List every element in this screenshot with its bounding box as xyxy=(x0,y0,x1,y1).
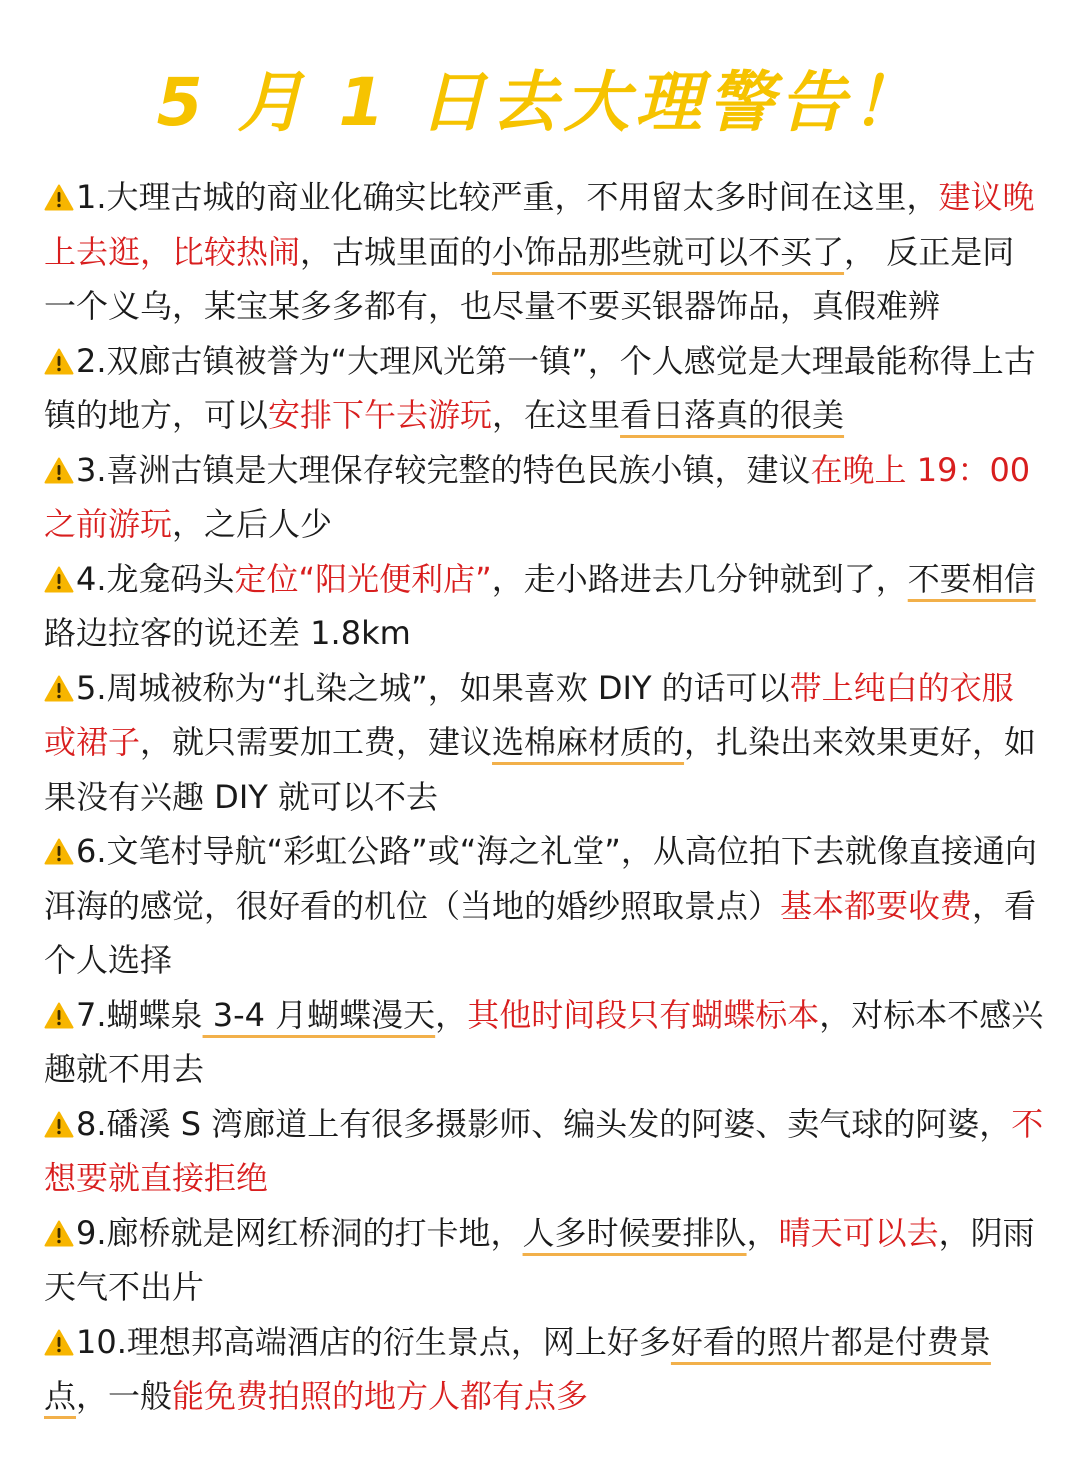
item-highlight-red: 能免费拍照的地方人都有点多 xyxy=(172,1377,589,1415)
list-item xyxy=(44,170,1044,334)
item-highlight-underline: 不要相信 xyxy=(907,559,1036,598)
item-text: 路边拉客的说还差 1.8km xyxy=(44,614,411,652)
item-text: ，一般 xyxy=(76,1377,173,1415)
list-item xyxy=(44,443,1044,552)
warning-icon xyxy=(44,566,74,593)
item-highlight-red: 基本都要收费 xyxy=(780,886,973,925)
item-text: ，古城里面的 xyxy=(300,232,493,271)
item-text: ，在这里 xyxy=(492,396,621,434)
warning-icon xyxy=(44,457,74,484)
list-item xyxy=(44,1315,1044,1424)
warning-icon xyxy=(44,1002,74,1029)
item-text: 1.大理古城的商业化确实比较严重，不用留太多时间在这里， xyxy=(76,178,939,216)
item-text: 5.周城被称为“扎染之城”，如果喜欢 DIY 的话可以 xyxy=(76,668,790,707)
tips-list xyxy=(44,170,1044,1424)
item-highlight-red: 在晚上 19：00 之前游玩 xyxy=(44,450,1031,543)
item-text: 6.文笔村导航“彩虹公路”或“海之礼堂”，从高位拍下去就像直接通向洱海的感觉，很好看的机位（当地的婚纱照取景点） xyxy=(44,832,1037,925)
item-highlight-red: 建议晚上去逛，比较热闹 xyxy=(44,178,1035,271)
warning-icon xyxy=(44,1111,74,1138)
warning-icon xyxy=(44,1220,74,1247)
item-text: ， 反正是同一个义乌，某宝某多多都有，也尽量不要买银器饰品，真假难辨 xyxy=(44,232,1015,325)
item-text: ，对标本不感兴趣就不用去 xyxy=(44,995,1044,1088)
list-item xyxy=(44,552,1044,661)
item-highlight-red: 不想要就直接拒绝 xyxy=(44,1104,1044,1197)
warning-icon xyxy=(44,348,74,375)
warning-icon xyxy=(44,675,74,702)
item-text: 4.龙龛码头 xyxy=(76,559,235,598)
item-text: ，看个人选择 xyxy=(44,886,1037,979)
warning-icon xyxy=(44,838,74,865)
page-title: 5 月 1 日去大理警告！ xyxy=(156,64,924,141)
item-text: ，阴雨天气不出片 xyxy=(44,1213,1035,1306)
list-item xyxy=(44,988,1044,1097)
item-highlight-underline: 小饰品那些就可以不买了 xyxy=(492,232,845,271)
item-highlight-red: 晴天可以去 xyxy=(778,1213,939,1252)
item-highlight-red: 其他时间段只有蝴蝶标本 xyxy=(467,995,820,1034)
item-text: 8.磻溪 S 湾廊道上有很多摄影师、编头发的阿婆、卖气球的阿婆， xyxy=(76,1104,1012,1143)
list-item xyxy=(44,334,1044,443)
item-text: 3.喜洲古镇是大理保存较完整的特色民族小镇，建议 xyxy=(76,450,811,489)
item-text: ， xyxy=(435,995,468,1034)
list-item xyxy=(44,824,1044,988)
item-text: ，走小路进去几分钟就到了， xyxy=(491,559,908,598)
item-highlight-underline: 看日落真的很美 xyxy=(620,396,845,434)
list-item xyxy=(44,1097,1044,1206)
list-item xyxy=(44,661,1044,825)
list-item xyxy=(44,1206,1044,1315)
warning-icon xyxy=(44,1329,74,1356)
item-text: ， xyxy=(746,1213,779,1252)
item-text: 10.理想邦高端酒店的衍生景点，网上好多 xyxy=(76,1322,671,1361)
warning-icon xyxy=(44,184,74,211)
item-highlight-red: 带上纯白的衣服或裙子 xyxy=(44,668,1014,761)
item-highlight-underline: 选棉麻材质的 xyxy=(492,723,685,761)
item-text: 9.廊桥就是网红桥洞的打卡地， xyxy=(76,1213,523,1252)
item-text: ，扎染出来效果更好，如果没有兴趣 DIY 就可以不去 xyxy=(44,723,1037,816)
item-highlight-red: 定位“阳光便利店” xyxy=(234,559,492,598)
item-highlight-red: 安排下午去游玩 xyxy=(268,396,493,434)
item-text: ，就只需要加工费，建议 xyxy=(140,723,493,761)
item-text: ，之后人少 xyxy=(172,505,333,543)
item-text: 2.双廊古镇被誉为“大理风光第一镇”，个人感觉是大理最能称得上古镇的地方，可以 xyxy=(44,341,1036,434)
item-text: 7.蝴蝶泉 xyxy=(76,995,203,1034)
item-highlight-underline: 3-4 月蝴蝶漫天 xyxy=(202,995,436,1034)
item-highlight-underline: 好看的照片都是付费景点 xyxy=(44,1322,991,1415)
item-highlight-underline: 人多时候要排队 xyxy=(522,1213,747,1252)
